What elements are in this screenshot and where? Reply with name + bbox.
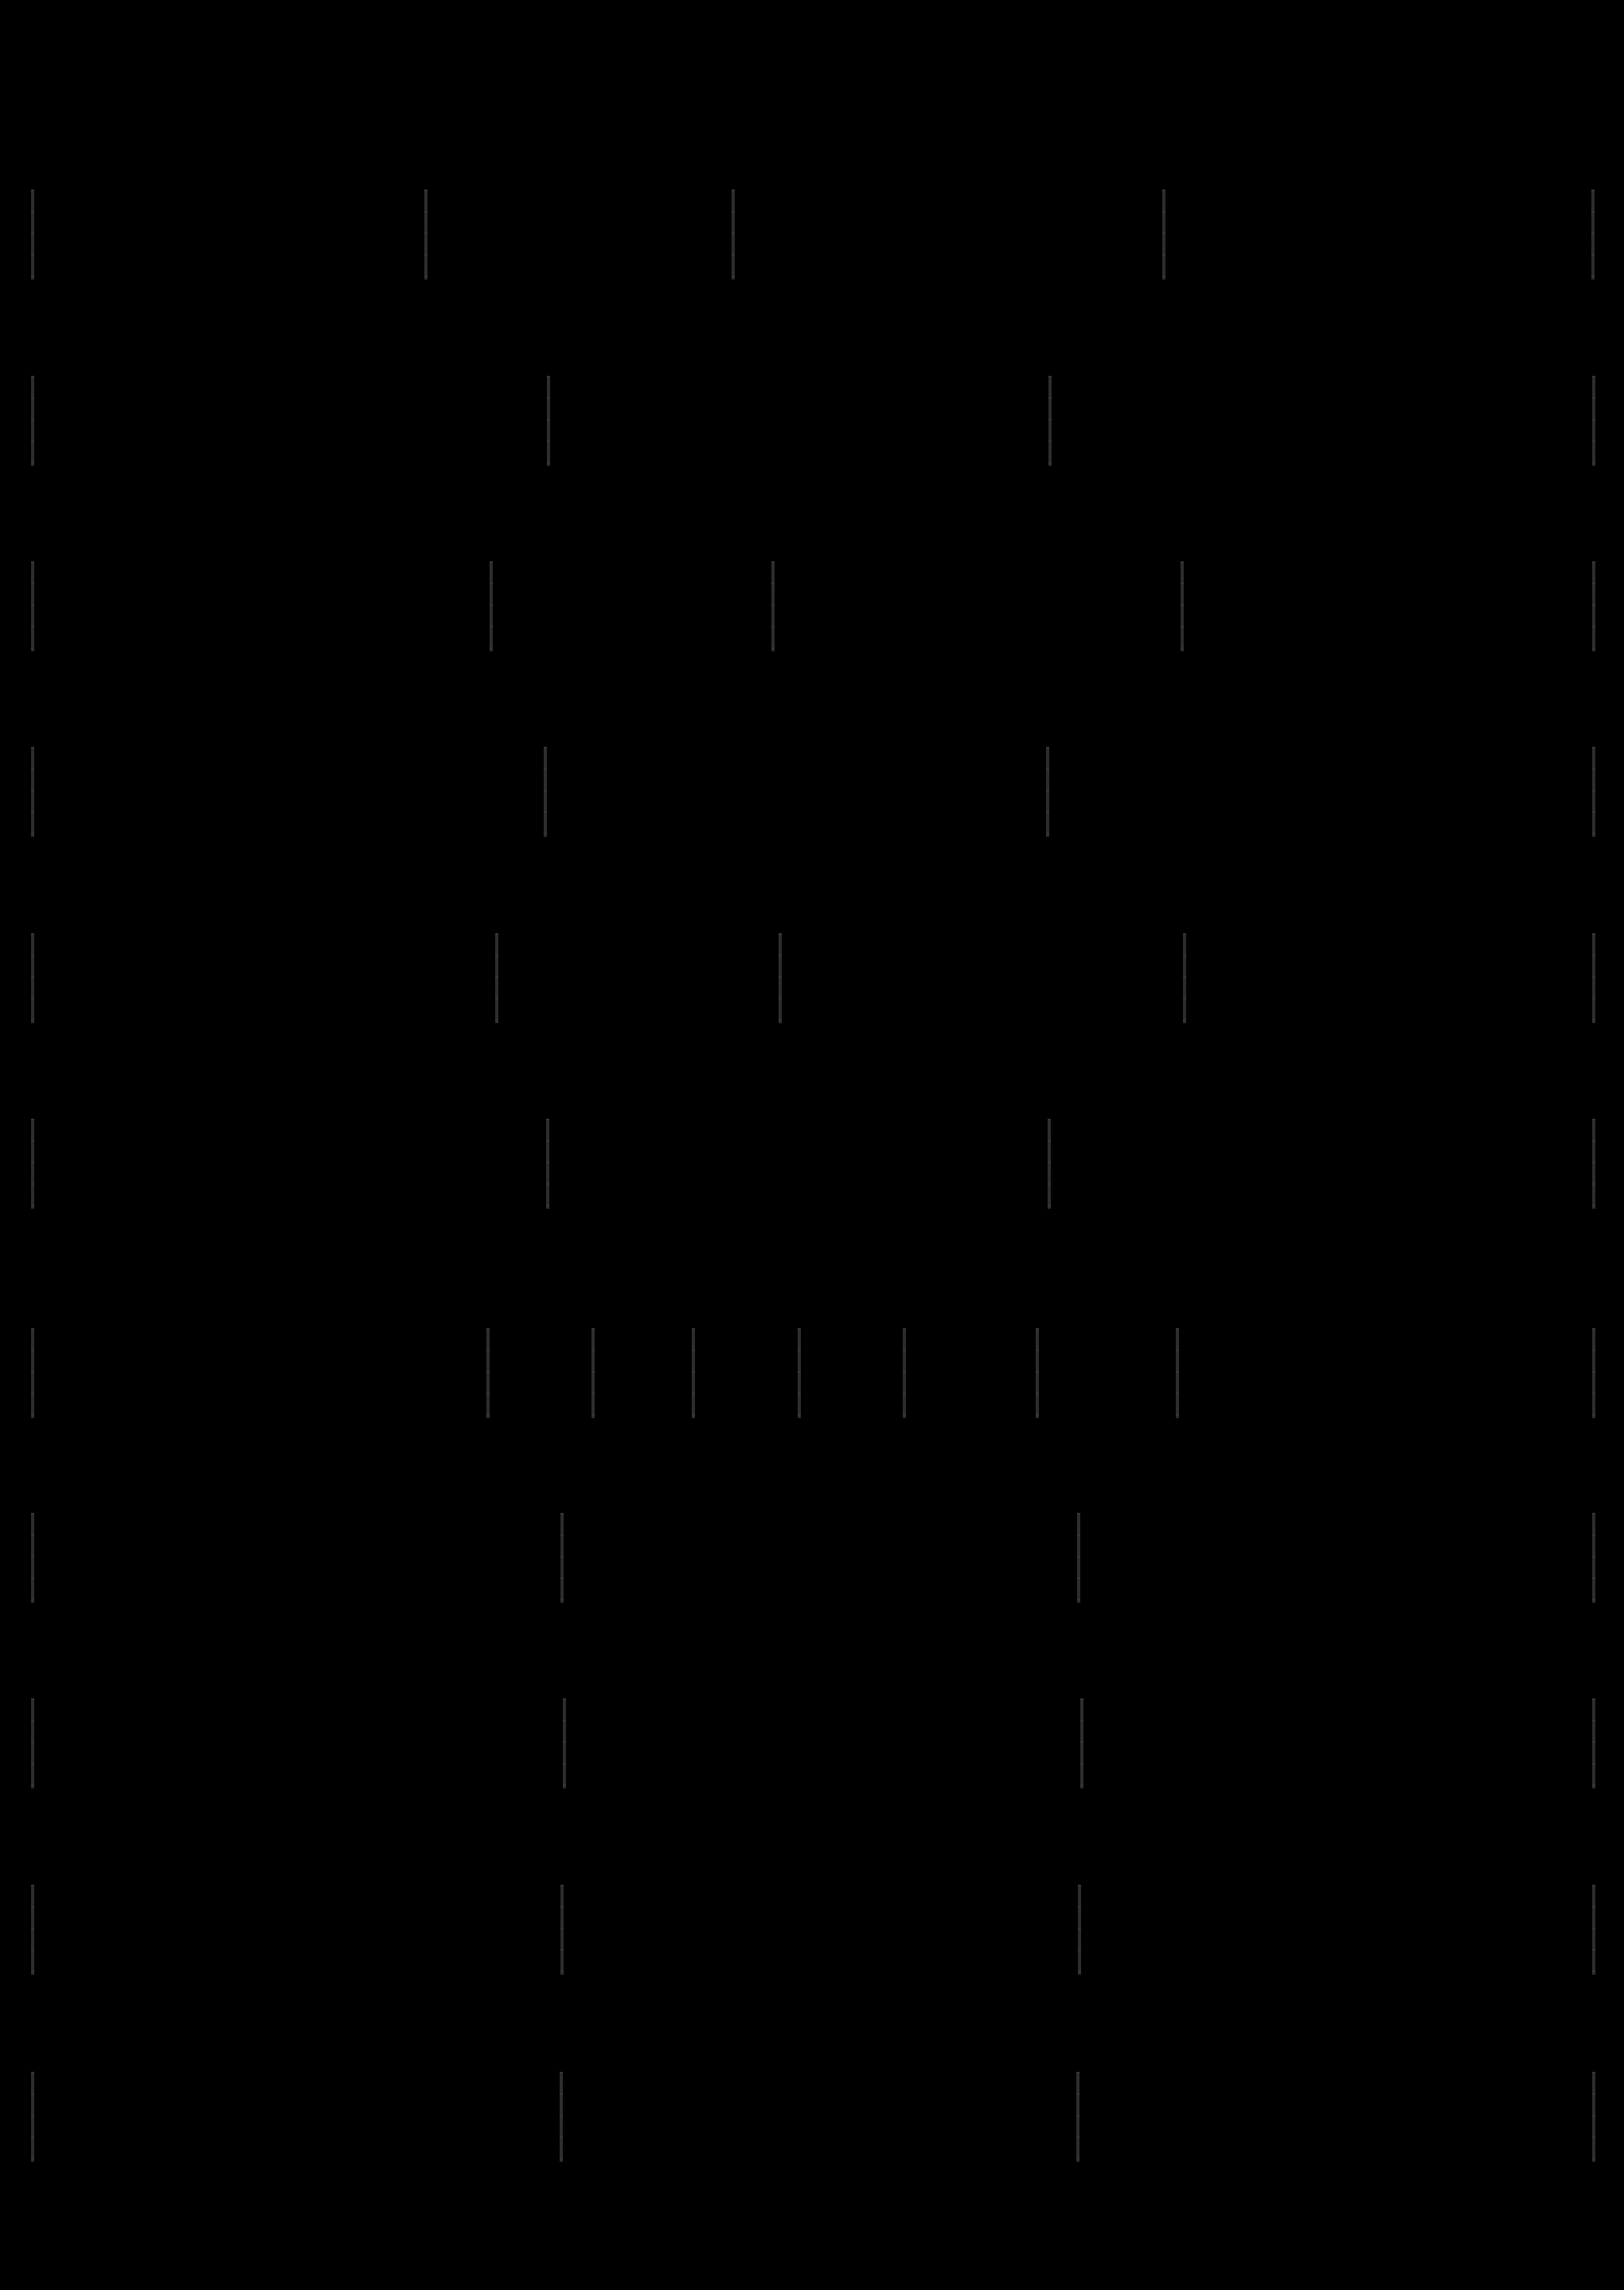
vertical-tick-mark [1592, 1328, 1595, 1418]
vertical-tick-mark [1591, 190, 1595, 279]
vertical-tick-mark [31, 2072, 34, 2162]
vertical-tick-mark [560, 1885, 564, 1975]
vertical-tick-mark [1046, 747, 1049, 837]
vertical-tick-mark [31, 561, 34, 651]
vertical-tick-mark [486, 1328, 490, 1418]
vertical-tick-mark [547, 376, 550, 466]
vertical-tick-mark [560, 2072, 563, 2162]
tick-row-6 [0, 1119, 1624, 1209]
vertical-tick-mark [1048, 376, 1052, 466]
vertical-tick-mark [563, 1698, 566, 1788]
vertical-tick-mark [31, 190, 34, 279]
tick-row-1 [0, 190, 1624, 279]
vertical-tick-mark [903, 1328, 906, 1418]
vertical-tick-mark [1592, 933, 1595, 1023]
vertical-tick-mark [31, 376, 34, 466]
vertical-tick-mark [1592, 2072, 1595, 2162]
vertical-tick-mark [495, 933, 498, 1023]
vertical-tick-mark [732, 190, 735, 279]
vertical-tick-mark [1048, 1119, 1051, 1209]
vertical-tick-mark [31, 1885, 34, 1975]
vertical-tick-mark [1176, 1328, 1179, 1418]
vertical-tick-mark [1181, 561, 1184, 651]
vertical-tick-mark [31, 933, 34, 1023]
vertical-tick-mark [544, 747, 547, 837]
vertical-tick-mark [546, 1119, 549, 1209]
tick-row-8 [0, 1513, 1624, 1603]
vertical-tick-mark [1592, 747, 1595, 837]
tick-row-5 [0, 933, 1624, 1023]
vertical-tick-mark [1592, 1885, 1595, 1975]
vertical-tick-mark [1036, 1328, 1039, 1418]
vertical-tick-mark [1183, 933, 1186, 1023]
vertical-tick-mark [779, 933, 782, 1023]
vertical-tick-mark [31, 1698, 34, 1788]
vertical-tick-mark [490, 561, 493, 651]
vertical-tick-mark [1592, 1119, 1595, 1209]
vertical-tick-mark [31, 1328, 34, 1418]
vertical-tick-mark [1592, 1698, 1595, 1788]
vertical-tick-mark [1592, 376, 1595, 466]
vertical-tick-mark [692, 1328, 695, 1418]
vertical-tick-mark [1592, 561, 1595, 651]
tick-row-9 [0, 1698, 1624, 1788]
vertical-tick-mark [1076, 2072, 1079, 2162]
vertical-tick-mark [560, 1513, 564, 1603]
vertical-tick-mark [1162, 190, 1165, 279]
tick-row-4 [0, 747, 1624, 837]
tick-row-10 [0, 1885, 1624, 1975]
vertical-tick-mark [31, 747, 34, 837]
vertical-tick-mark [31, 1119, 34, 1209]
vertical-tick-mark [771, 561, 775, 651]
vertical-tick-mark [1080, 1698, 1083, 1788]
tick-row-7 [0, 1328, 1624, 1418]
vertical-tick-mark [1078, 1885, 1081, 1975]
tick-row-11 [0, 2072, 1624, 2162]
vertical-tick-mark [798, 1328, 801, 1418]
vertical-tick-mark [31, 1513, 34, 1603]
vertical-tick-mark [424, 190, 427, 279]
vertical-tick-mark [1592, 1513, 1595, 1603]
vertical-tick-mark [591, 1328, 595, 1418]
tick-row-3 [0, 561, 1624, 651]
tick-row-2 [0, 376, 1624, 466]
vertical-tick-mark [1077, 1513, 1080, 1603]
